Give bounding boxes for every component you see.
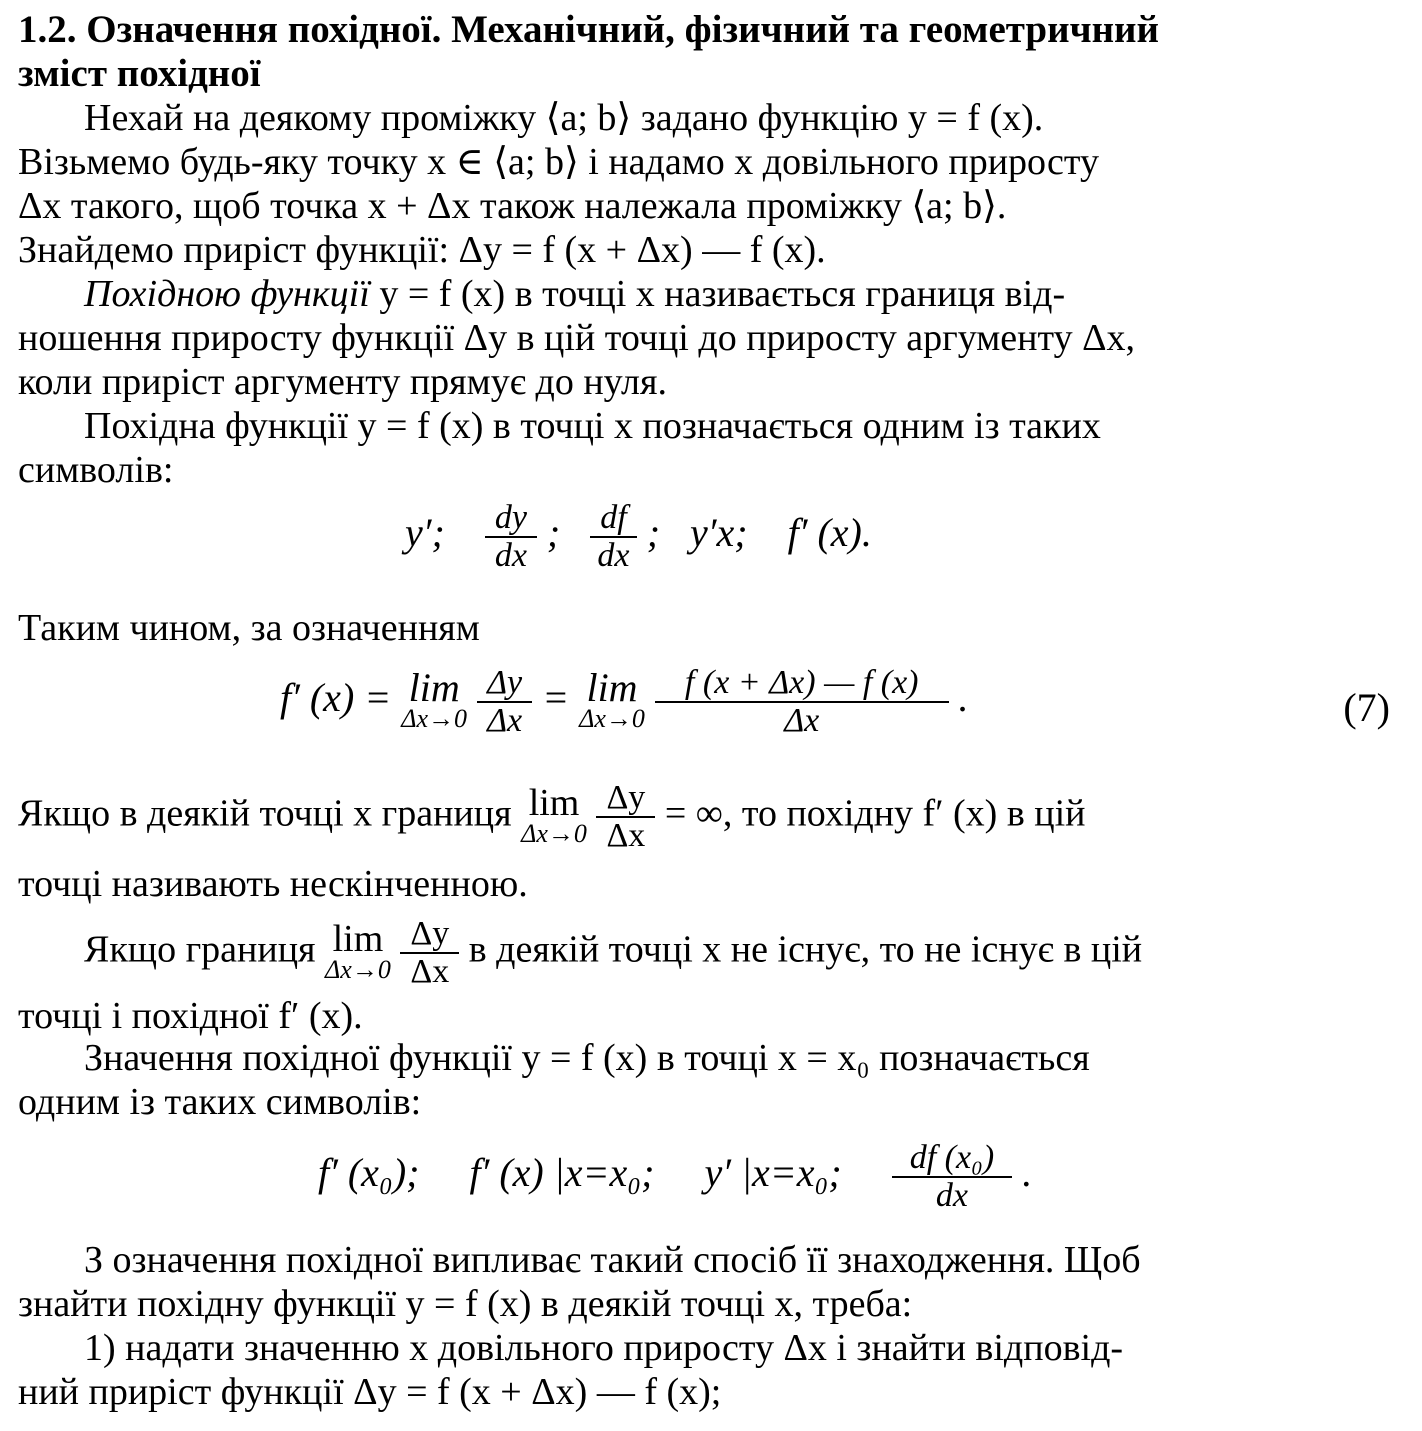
infinite-line2: точці називають нескінченною. (18, 863, 528, 905)
thus-line: Таким чином, за означенням (18, 607, 480, 649)
definition-term: Похідною функції (84, 273, 370, 315)
value-symbols-row: f′ (x₀); f′ (x) |x=x₀; y′ |x=x₀; $\frac{\text{df (x₀)}}{dx}$ . (318, 1139, 1033, 1214)
para1-line1: Нехай на деякому проміжку ⟨a; b⟩ задано функцію y = f (x). (84, 97, 1044, 139)
notexist-line2: точці і похідної f′ (x). (18, 995, 363, 1037)
notexist-line1: Якщо границя lim Δx→0 $\frac{\Delta y}{\Delta x}$ в деякій точці x не існує, то не існує в цій (84, 915, 1143, 990)
para1-line3: Δx такого, щоб точка x + Δx також належала проміжку ⟨a; b⟩. (18, 185, 1007, 227)
value-para-line2: одним із таких символів: (18, 1081, 422, 1123)
limit-operator-2: lim Δx→0 (579, 665, 645, 733)
value-para-line1: Значення похідної функції y = f (x) в точці x = x₀ позначається (84, 1037, 1090, 1079)
formula-7: f′ (x) = lim Δx→0 $\frac{\Delta y}{\Delta x}$ = lim Δx→0 $\frac{f (x + \Delta x) — f (x)}{\Delta x}$ . (280, 664, 969, 739)
method-step1-line1: 1) надати значенню x довільного приросту Δx і знайти відповід- (84, 1327, 1124, 1369)
fraction-df-x0-dx: $\frac{\text{df (x₀)}}{dx}$ (892, 1140, 1013, 1214)
method-step1-line2: ний приріст функції Δy = f (x + Δx) — f (x); (18, 1371, 722, 1413)
derivative-symbols-row: y′; $\frac{dy}{dx}$ ; $\frac{df}{dx}$ ; y′x; f′ (x). (405, 499, 872, 574)
section-heading-line1: 1.2. Означення похідної. Механічний, фізичний та геометричний (18, 8, 1159, 51)
section-heading-line2: зміст похідної (18, 52, 261, 95)
method-line1: З означення похідної випливає такий спосіб її знаходження. Щоб (84, 1239, 1141, 1281)
difference-quotient: $\frac{f (x + \Delta x) — f (x)}{\Delta x}$ (655, 665, 949, 739)
symbols-para-line2: символів: (18, 449, 174, 491)
method-line2: знайти похідну функції y = f (x) в деякій точці x, треба: (18, 1283, 913, 1325)
infinite-line1: Якщо в деякій точці x границя lim Δx→0 $\frac{\Delta y}{\Delta x}$ = ∞, то похідну f′ (x) в цій (18, 779, 1086, 854)
para1-line2: Візьмемо будь-яку точку x ∈ ⟨a; b⟩ і надамо x довільного приросту (18, 141, 1099, 183)
fraction-df-dx: $\frac{df}{dx}$ (590, 500, 636, 574)
limit-operator: lim Δx→0 (401, 665, 468, 733)
fraction-dy-dx: $\frac{dy}{dx}$ (485, 500, 537, 574)
equation-number: (7) (1343, 685, 1390, 730)
para1-line4: Знайдемо приріст функції: Δy = f (x + Δx) — f (x). (18, 229, 826, 271)
definition-line1: Похідною функції y = f (x) в точці x називається границя від- (84, 273, 1066, 315)
definition-line3: коли приріст аргументу прямує до нуля. (18, 361, 667, 403)
symbols-para-line1: Похідна функції y = f (x) в точці x позначається одним із таких (84, 405, 1101, 447)
limit-operator-3: lim Δx→0 (521, 782, 587, 848)
limit-operator-4: lim Δx→0 (325, 918, 391, 984)
fraction-dy-dx-3: $\frac{\Delta y}{\Delta x}$ (400, 916, 459, 990)
definition-line2: ношення приросту функції Δy в цій точці до приросту аргументу Δx, (18, 317, 1136, 359)
fraction-dy-dx-2: $\frac{\Delta y}{\Delta x}$ (596, 780, 655, 854)
fraction-dy-over-dx: $\frac{\Delta y}{\Delta x}$ (477, 665, 532, 739)
